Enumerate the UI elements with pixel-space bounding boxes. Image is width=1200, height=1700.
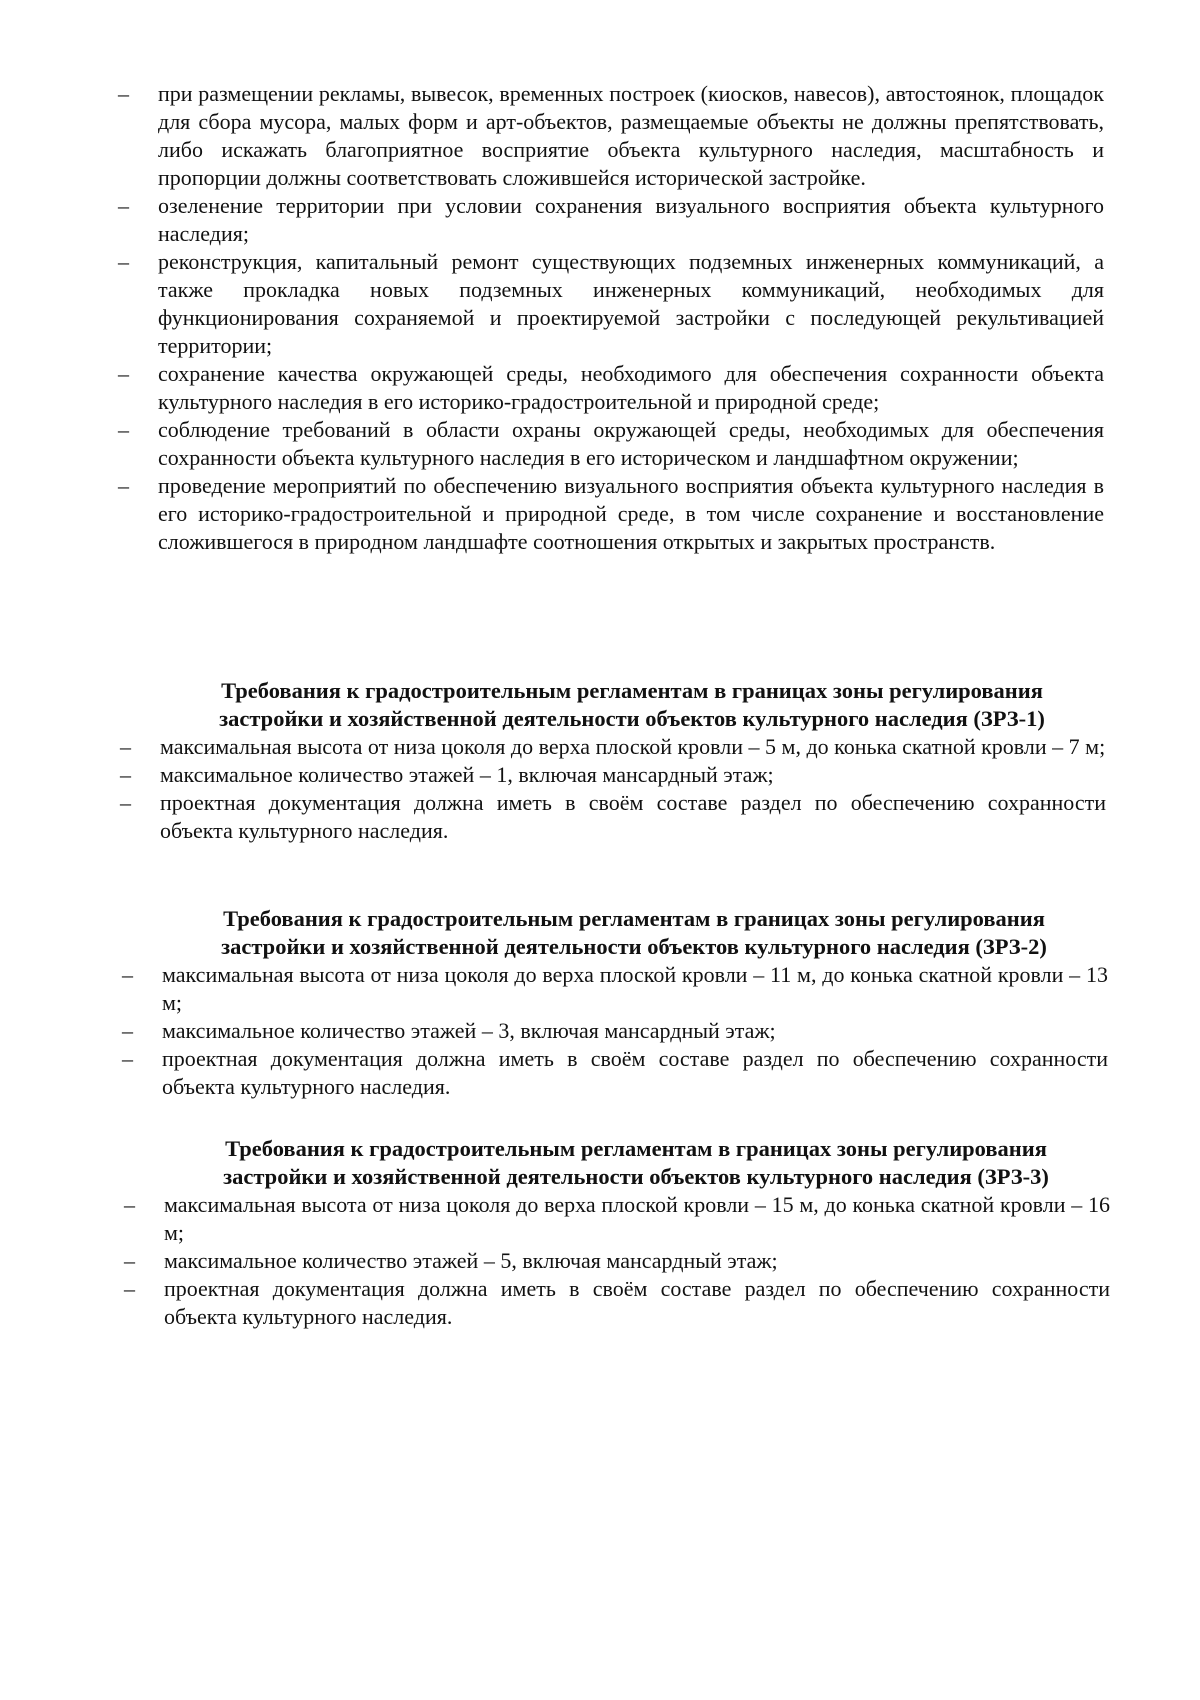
heading-line: застройки и хозяйственной деятельности объектов культурного наследия (ЗРЗ-2)	[221, 934, 1047, 959]
dash-marker: –	[122, 1046, 133, 1071]
dash-marker: –	[118, 473, 129, 498]
list-item	[122, 961, 1108, 1017]
list-item-text: при размещении рекламы, вывесок, временных построек (киосков, навесов), автостоянок, площадок для сбора мусора, малых форм и арт-объектов, размещаемые объекты не должны препятствовать, либо искажать благоприятное восприятие объекта культурного наследия, масштабность и пропорции должны соответствовать сложившейся исторической застройке.	[158, 81, 1104, 190]
dash-marker: –	[122, 962, 133, 987]
dash-marker: –	[124, 1276, 135, 1301]
list-item-text: максимальное количество этажей – 5, включая мансардный этаж;	[164, 1248, 778, 1273]
zrz-2-section	[122, 905, 1108, 1101]
dash-marker: –	[118, 361, 129, 386]
heading-line: застройки и хозяйственной деятельности объектов культурного наследия (ЗРЗ-1)	[219, 706, 1045, 731]
dash-marker: –	[124, 1248, 135, 1273]
list-item-text: проектная документация должна иметь в своём составе раздел по обеспечению сохранности объекта культурного наследия.	[162, 1046, 1108, 1099]
heading-line: Требования к градостроительным регламентам в границах зоны регулирования	[223, 906, 1045, 931]
list-item-text: проектная документация должна иметь в своём составе раздел по обеспечению сохранности объекта культурного наследия.	[160, 790, 1106, 843]
heading-line: Требования к градостроительным регламентам в границах зоны регулирования	[221, 678, 1043, 703]
list-item	[118, 192, 1104, 248]
list-item	[118, 360, 1104, 416]
list-item-text: озеленение территории при условии сохранения визуального восприятия объекта культурного наследия;	[158, 193, 1104, 246]
list-item	[118, 80, 1104, 192]
list-item	[120, 733, 1106, 761]
list-item-text: проведение мероприятий по обеспечению визуального восприятия объекта культурного наследия в его историко-градостроительной и природной среде, в том числе сохранение и восстановление сложившегося в природном ландшафте соотношения открытых и закрытых пространств.	[158, 473, 1104, 554]
list-item-text: максимальное количество этажей – 3, включая мансардный этаж;	[162, 1018, 776, 1043]
dash-marker: –	[118, 193, 129, 218]
zrz-3-list	[124, 1191, 1110, 1331]
list-item	[122, 1017, 1108, 1045]
dash-marker: –	[122, 1018, 133, 1043]
list-item-text: максимальная высота от низа цоколя до верха плоской кровли – 11 м, до конька скатной кровли – 13 м;	[162, 962, 1108, 1015]
zrz-1-heading	[120, 677, 1106, 733]
dash-marker: –	[120, 734, 131, 759]
list-item	[124, 1191, 1110, 1247]
heading-line: застройки и хозяйственной деятельности объектов культурного наследия (ЗРЗ-3)	[223, 1164, 1049, 1189]
intro-list	[118, 80, 1104, 556]
heading-line: Требования к градостроительным регламентам в границах зоны регулирования	[225, 1136, 1047, 1161]
dash-marker: –	[120, 790, 131, 815]
list-item	[124, 1275, 1110, 1331]
list-item-text: соблюдение требований в области охраны окружающей среды, необходимых для обеспечения сохранности объекта культурного наследия в его историческом и ландшафтном окружении;	[158, 417, 1104, 470]
list-item	[120, 761, 1106, 789]
zrz-2-heading	[122, 905, 1108, 961]
dash-marker: –	[118, 417, 129, 442]
list-item-text: реконструкция, капитальный ремонт существующих подземных инженерных коммуникаций, а также прокладка новых подземных инженерных коммуникаций, необходимых для функционирования сохраняемой и проектируемой застройки с последующей рекультивацией территории;	[158, 249, 1104, 358]
list-item-text: максимальная высота от низа цоколя до верха плоской кровли – 15 м, до конька скатной кровли – 16 м;	[164, 1192, 1110, 1245]
list-item	[124, 1247, 1110, 1275]
dash-marker: –	[118, 81, 129, 106]
list-item	[118, 416, 1104, 472]
zrz-2-list	[122, 961, 1108, 1101]
list-item	[118, 248, 1104, 360]
dash-marker: –	[118, 249, 129, 274]
list-item	[122, 1045, 1108, 1101]
zrz-3-section	[124, 1135, 1110, 1331]
zrz-1-section	[120, 677, 1106, 845]
list-item-text: проектная документация должна иметь в своём составе раздел по обеспечению сохранности объекта культурного наследия.	[164, 1276, 1110, 1329]
list-item-text: сохранение качества окружающей среды, необходимого для обеспечения сохранности объекта культурного наследия в его историко-градостроительной и природной среде;	[158, 361, 1104, 414]
zrz-1-list	[120, 733, 1106, 845]
dash-marker: –	[120, 762, 131, 787]
list-item	[118, 472, 1104, 556]
list-item	[120, 789, 1106, 845]
list-item-text: максимальная высота от низа цоколя до верха плоской кровли – 5 м, до конька скатной кровли – 7 м;	[160, 734, 1106, 759]
zrz-3-heading	[124, 1135, 1110, 1191]
dash-marker: –	[124, 1192, 135, 1217]
list-item-text: максимальное количество этажей – 1, включая мансардный этаж;	[160, 762, 774, 787]
